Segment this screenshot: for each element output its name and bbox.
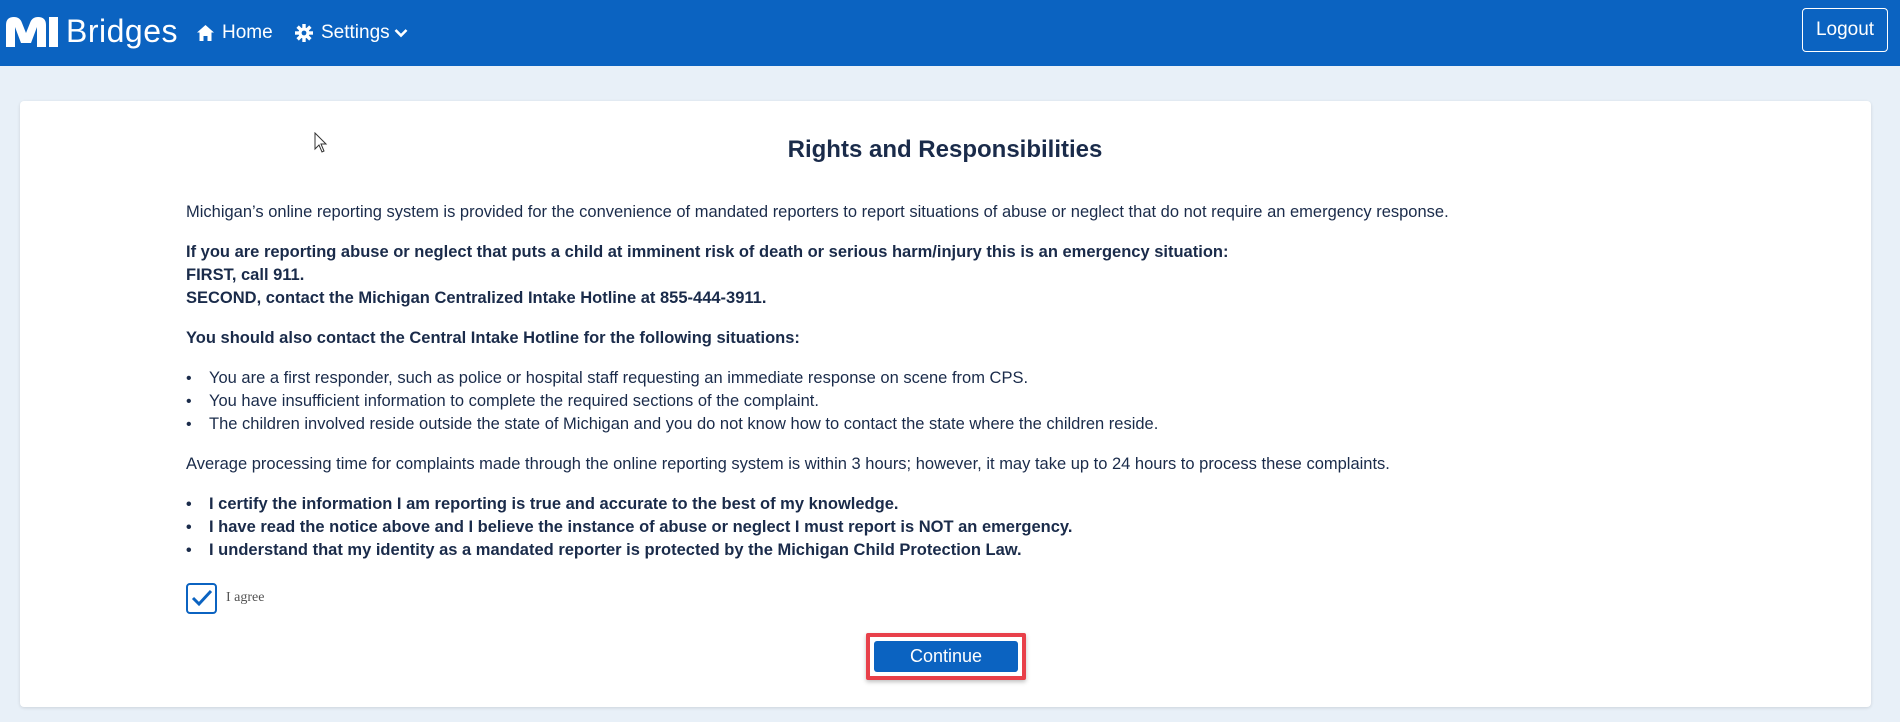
list-item: • The children involved reside outside the state of Michigan and you do not know how to contact the state where the children reside. bbox=[186, 413, 1686, 436]
chevron-down-icon bbox=[394, 28, 408, 38]
mi-bridges-logo[interactable] bbox=[4, 11, 178, 51]
certifications-list bbox=[186, 493, 1686, 562]
intro-text: Michigan’s online reporting system is provided for the convenience of mandated reporters to report situations of abuse or neglect that do not require an emergency response. bbox=[186, 203, 1449, 221]
mi-logo-icon bbox=[4, 13, 60, 49]
nav-settings-label: Settings bbox=[321, 22, 390, 43]
logo-text: Bridges bbox=[66, 12, 178, 49]
emergency-line: If you are reporting abuse or neglect that puts a child at imminent risk of death or serious harm/injury this is an emergency situation: bbox=[186, 243, 1229, 261]
emergency-line: FIRST, call 911. bbox=[186, 266, 305, 284]
continue-highlight bbox=[866, 633, 1026, 680]
emergency-notice bbox=[186, 241, 1686, 310]
rights-content bbox=[186, 201, 1686, 579]
list-item: • I certify the information I am reporting is true and accurate to the best of my knowledge. bbox=[186, 493, 1686, 516]
nav-settings[interactable] bbox=[295, 18, 408, 48]
list-item: • You are a first responder, such as police or hospital staff requesting an immediate response on scene from CPS. bbox=[186, 367, 1686, 390]
checkmark-icon bbox=[191, 589, 213, 607]
page-title: Rights and Responsibilities bbox=[787, 136, 1103, 163]
continue-button[interactable]: Continue bbox=[874, 641, 1018, 672]
nav-home-label: Home bbox=[222, 22, 273, 43]
agree-checkbox[interactable] bbox=[186, 583, 217, 614]
logout-button[interactable]: Logout bbox=[1802, 8, 1888, 52]
list-item: • I understand that my identity as a mandated reporter is protected by the Michigan Child Protection Law. bbox=[186, 539, 1686, 562]
emergency-line: SECOND, contact the Michigan Centralized Intake Hotline at 855-444-3911. bbox=[186, 289, 767, 307]
home-icon bbox=[197, 25, 214, 41]
processing-note: Average processing time for complaints made through the online reporting system is within 3 hours; however, it may take up to 24 hours to process these complaints. bbox=[186, 455, 1390, 473]
list-item: • I have read the notice above and I believe the instance of abuse or neglect I must report is NOT an emergency. bbox=[186, 516, 1686, 539]
agree-row bbox=[186, 582, 264, 614]
agree-label[interactable]: I agree bbox=[226, 590, 265, 605]
situations-heading: You should also contact the Central Intake Hotline for the following situations: bbox=[186, 329, 800, 347]
nav-home[interactable] bbox=[197, 18, 273, 48]
gear-icon bbox=[295, 24, 313, 42]
top-nav-bar bbox=[0, 0, 1900, 66]
situations-list bbox=[186, 367, 1686, 436]
list-item: • You have insufficient information to complete the required sections of the complaint. bbox=[186, 390, 1686, 413]
